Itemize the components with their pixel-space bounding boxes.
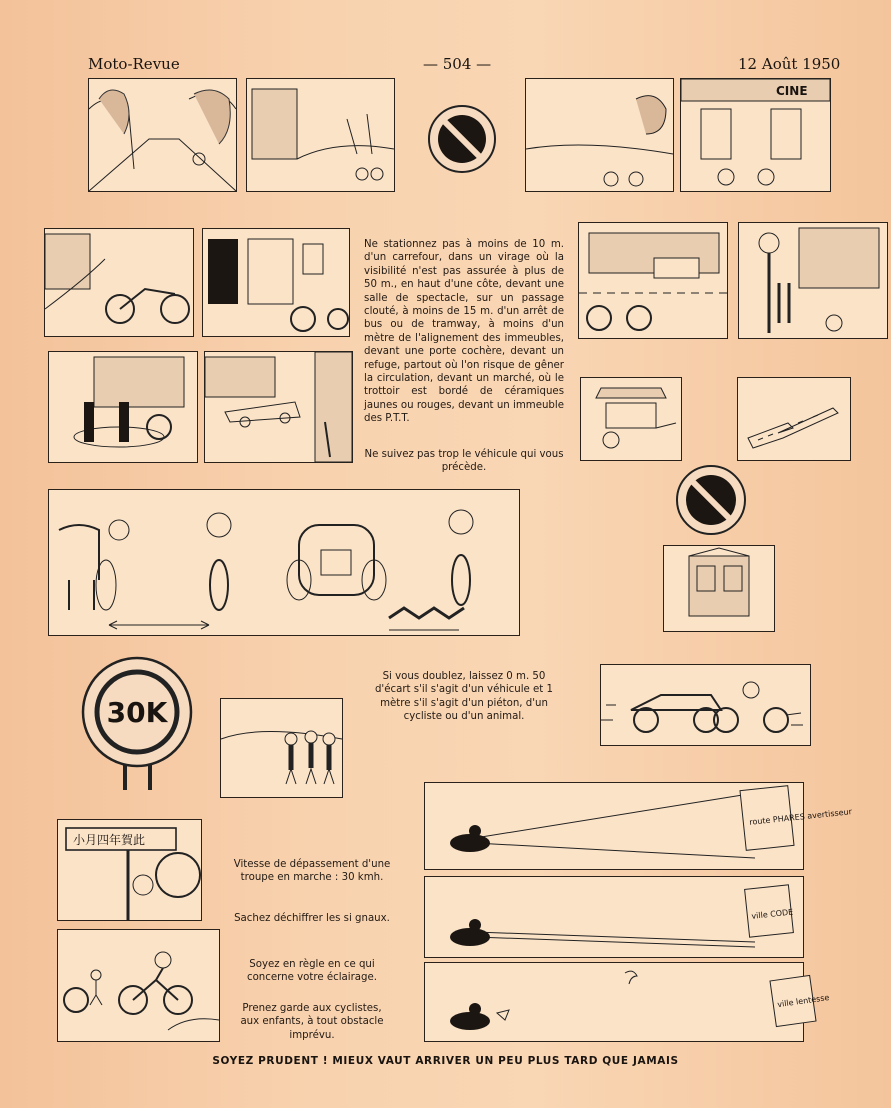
- road-sign-3-text: ville lentesse: [776, 992, 830, 1010]
- footer-slogan: SOYEZ PRUDENT ! MIEUX VAUT ARRIVER UN PEU PLUS TARD QUE JAMAIS: [212, 1055, 679, 1067]
- panel-clock-post: [738, 222, 888, 339]
- cinema-sign-text: CINE: [776, 84, 808, 98]
- publication-title: Moto-Revue: [88, 55, 180, 73]
- signals-text: Sachez déchiffrer les si gnaux.: [234, 913, 390, 924]
- road-sign-2-text: ville CODE: [750, 907, 794, 921]
- panel-headlights-town: [424, 876, 804, 958]
- road-sign-1-text: route PHARES avertisseur: [748, 807, 853, 827]
- panel-bus-stop: [578, 222, 728, 339]
- panel-road-hill: [525, 78, 674, 192]
- following-distance-text: Ne suivez pas trop le véhicule qui vous précède.: [364, 449, 564, 474]
- panel-post-office: [663, 545, 775, 632]
- panel-market-stall: [580, 377, 682, 461]
- speed-limit-label: 30K: [106, 696, 168, 729]
- no-parking-sign-top: [426, 103, 498, 175]
- no-parking-sign-right: [674, 463, 748, 537]
- speed-limit-sign: [80, 655, 195, 795]
- panel-overtaking-car: [600, 664, 811, 746]
- panel-tree-lined-road: [88, 78, 237, 192]
- panel-following-distance: [48, 489, 520, 636]
- panel-foreign-sign: [57, 819, 202, 921]
- panel-motorcycle-corner: [44, 228, 194, 337]
- panel-ceramic-curb: [737, 377, 851, 461]
- page-number: — 504 —: [423, 55, 492, 73]
- panel-motorcycle-doorway: [202, 228, 350, 337]
- parking-rules-text: Ne stationnez pas à moins de 10 m. d'un carrefour, dans un virage où la visibilité n'est pas assurée à plus de 50 m., en haut d'une côte, devant une salle de spectacle, sur un passage clouté, à moins de 15 m. d'un arrêt de bus ou de tramway, à moins d'un mètre de l'alignement des immeubles, devant une porte cochère, devant un refuge, partout où l'on risque de gêner la circulation, devant un marché, où le trottoir est bordé de céramiques jaunes ou rouges, devant un immeuble des P.T.T.: [364, 239, 564, 425]
- panel-refuge: [48, 351, 198, 463]
- panel-lights-slow: [424, 962, 830, 1042]
- panel-house-corner: [246, 78, 395, 192]
- panel-street-car: [204, 351, 353, 463]
- panel-marching-troop: [220, 698, 343, 798]
- foreign-sign-text: 小月四年賀此: [73, 833, 146, 847]
- caution-text: Prenez garde aux cyclistes, aux enfants, à tout obstacle imprévu.: [240, 1003, 384, 1041]
- issue-date: 12 Août 1950: [738, 55, 841, 73]
- panel-cinema: [680, 78, 831, 192]
- troop-speed-text: Vitesse de dépassement d'une troupe en marche : 30 kmh.: [233, 859, 391, 884]
- lighting-text: Soyez en règle en ce qui concerne votre éclairage.: [246, 959, 378, 984]
- panel-cyclist-children: [57, 929, 220, 1042]
- panel-headlights-route: [424, 782, 853, 870]
- overtaking-text: Si vous doublez, laissez 0 m. 50 d'écart s'il s'agit d'un véhicule et 1 mètre s'il s'agit d'un piéton, d'un cycliste ou d'un animal.: [374, 671, 554, 723]
